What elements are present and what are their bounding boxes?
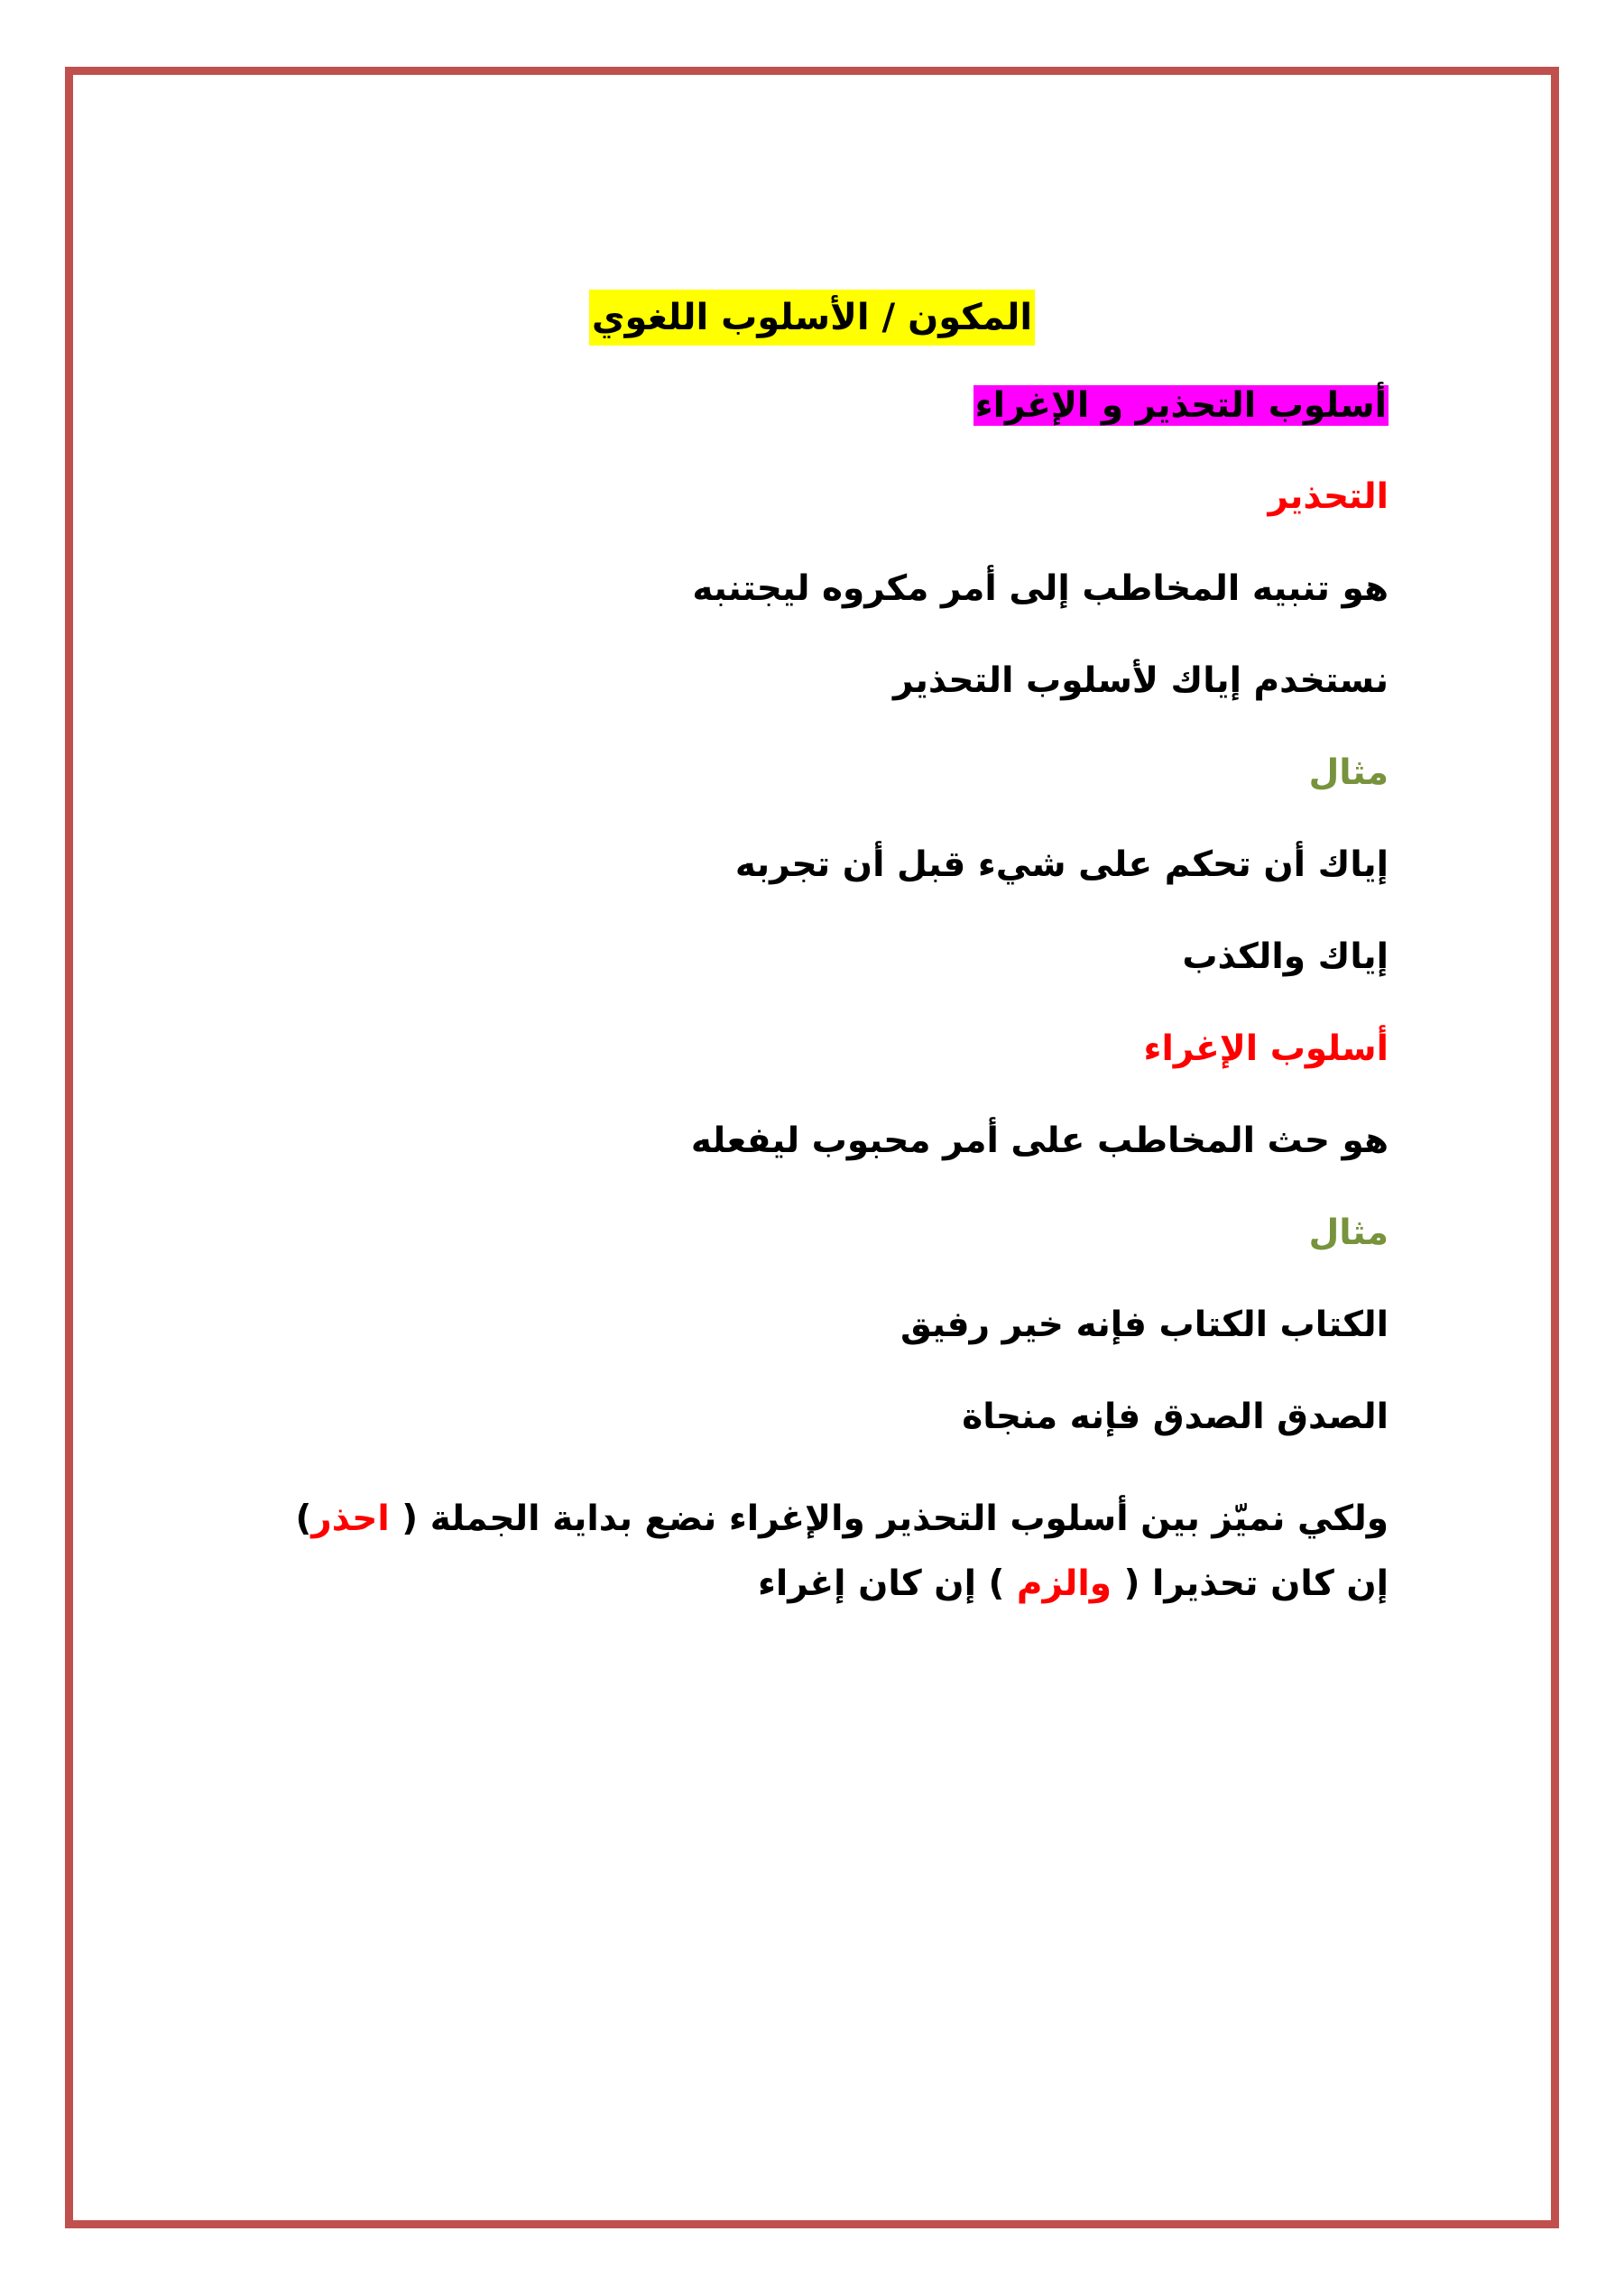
main-heading: أسلوب التحذير و الإغراء bbox=[974, 385, 1387, 426]
warning-heading: التحذير bbox=[1268, 476, 1389, 517]
main-heading-row bbox=[973, 380, 1389, 432]
warning-example-2: إياك والكذب bbox=[1182, 936, 1389, 977]
distinction-paragraph bbox=[244, 1487, 1389, 1617]
distinction-keyword-encouragement: والزم bbox=[1016, 1563, 1112, 1604]
distinction-text-3: ) إن كان إغراء bbox=[757, 1563, 1017, 1604]
warning-example-1: إياك أن تحكم على شيء قبل أن تجربه bbox=[734, 844, 1389, 885]
page-title: المكون / الأسلوب اللغوي bbox=[589, 290, 1035, 346]
encouragement-example-label: مثال bbox=[1308, 1213, 1389, 1253]
warning-definition: هو تنبيه المخاطب إلى أمر مكروه ليجتنبه bbox=[692, 568, 1389, 609]
distinction-text-2: ) إن كان تحذيرا ( bbox=[295, 1498, 1389, 1604]
encouragement-example-2: الصدق الصدق فإنه منجاة bbox=[962, 1397, 1389, 1437]
warning-usage: نستخدم إياك لأسلوب التحذير bbox=[892, 660, 1389, 701]
title-row bbox=[0, 290, 1624, 346]
warning-example-label: مثال bbox=[1308, 752, 1389, 793]
distinction-text-1: ولكي نميّز بين أسلوب التحذير والإغراء نضع بداية الجملة ( bbox=[389, 1498, 1389, 1539]
distinction-keyword-warning: احذر bbox=[311, 1498, 390, 1539]
encouragement-definition: هو حث المخاطب على أمر محبوب ليفعله bbox=[690, 1120, 1389, 1161]
encouragement-example-1: الكتاب الكتاب فإنه خير رفيق bbox=[900, 1305, 1389, 1345]
encouragement-heading: أسلوب الإغراء bbox=[1143, 1028, 1389, 1069]
